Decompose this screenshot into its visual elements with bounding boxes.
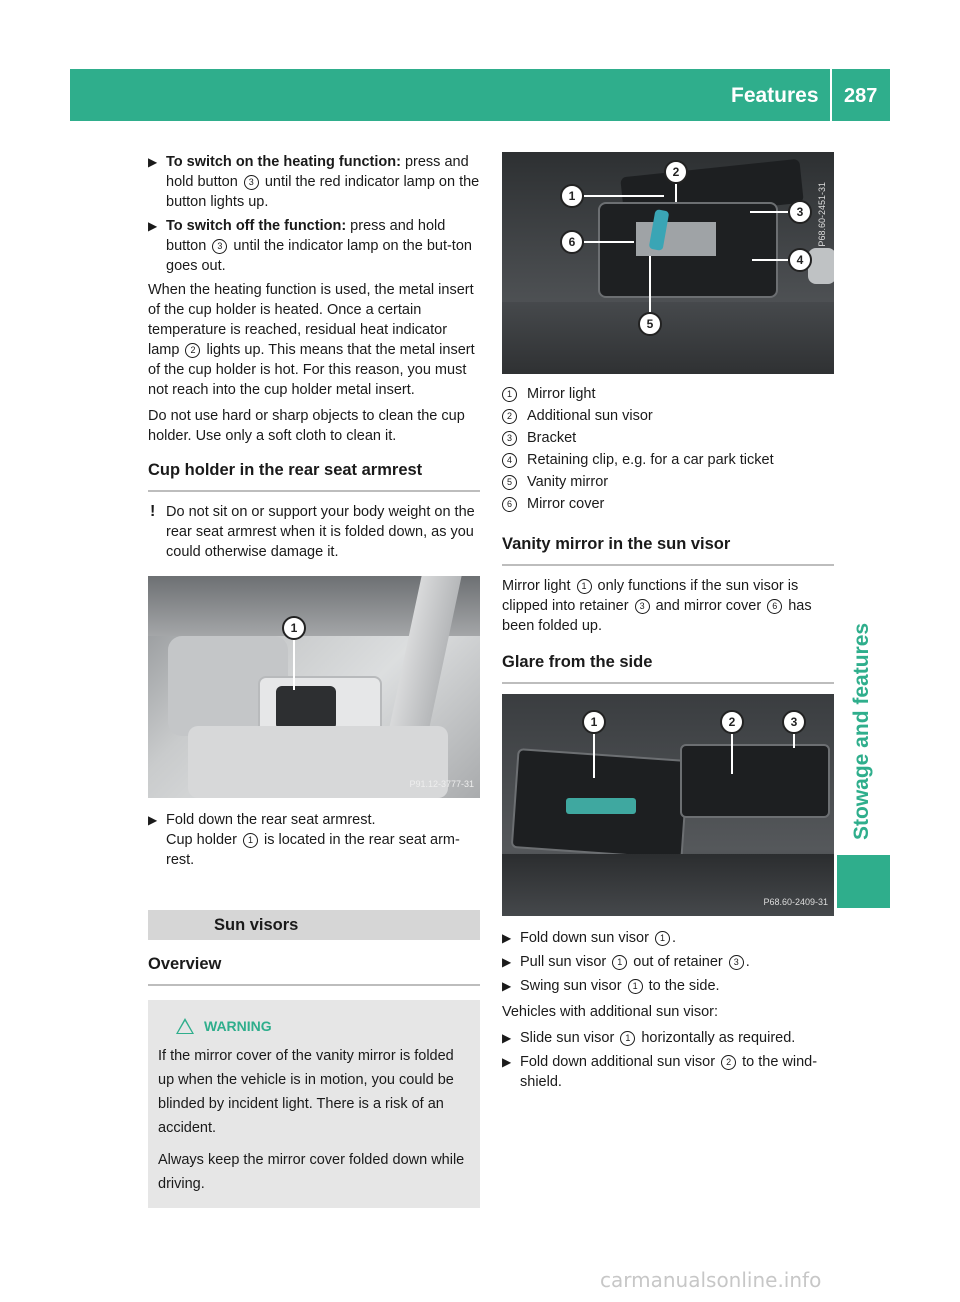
paragraph-text: has been folded up. xyxy=(502,598,812,634)
step-arrow-icon: ▶ xyxy=(502,979,512,993)
step-text: horizontally as required. xyxy=(637,1030,796,1046)
page-number: 287 xyxy=(844,85,878,107)
step-glare-3 xyxy=(502,976,834,996)
image-code: P91.12-3777-31 xyxy=(409,779,474,789)
heading-cup-holder: Cup holder in the rear seat armrest xyxy=(148,460,480,492)
callout-line xyxy=(750,211,788,213)
step-text: Cup holder xyxy=(166,832,241,848)
paragraph-text: and mirror cover xyxy=(651,598,766,614)
callout-number: 3 xyxy=(212,239,227,254)
heading-glare: Glare from the side xyxy=(502,652,834,684)
step-glare-2 xyxy=(502,952,834,972)
step-arrow-icon: ▶ xyxy=(502,1031,512,1045)
step-text: Fold down additional sun visor xyxy=(520,1054,720,1070)
legend xyxy=(502,384,834,514)
step-glare-5 xyxy=(502,1052,834,1092)
heading-vanity-mirror: Vanity mirror in the sun visor xyxy=(502,534,834,566)
right-column xyxy=(502,152,834,1096)
callout-number: 3 xyxy=(502,431,517,446)
notice-text: Do not sit on or support your body weight on the rear seat armrest when it is folded down, as you could otherwise damage it. xyxy=(166,504,475,560)
step-arrow-icon: ▶ xyxy=(502,1055,512,1069)
callout-3: 3 xyxy=(782,710,806,734)
paragraph-vehicles: Vehicles with additional sun visor: xyxy=(502,1004,719,1020)
paragraph-vanity xyxy=(502,576,834,636)
step-text: to the wind-shield. xyxy=(520,1054,818,1090)
header-divider xyxy=(830,69,832,121)
callout-number: 2 xyxy=(185,343,200,358)
step-fold-armrest xyxy=(148,810,480,870)
warning-title xyxy=(158,1014,470,1038)
callout-line xyxy=(731,734,733,774)
chapter-tab-block xyxy=(837,855,890,908)
callout-2: 2 xyxy=(720,710,744,734)
watermark: carmanualsonline.info xyxy=(600,1268,822,1292)
step-text: . xyxy=(745,954,750,970)
warning-triangle-icon xyxy=(176,1018,194,1034)
image-code: P68.60-2409-31 xyxy=(763,897,828,907)
callout-number: 2 xyxy=(502,409,517,424)
callout-line xyxy=(649,256,651,312)
step-text: until the indicator lamp on the but-ton goes out. xyxy=(166,238,472,274)
step-heating-on xyxy=(148,152,480,212)
legend-text: Vanity mirror xyxy=(527,474,609,490)
legend-text: Retaining clip, e.g. for a car park ticket xyxy=(527,452,774,468)
callout-line xyxy=(752,259,788,261)
paragraph-text: lights up. This means that the metal insert of the cup holder is hot. For this reason, you must not reach into the cup holder metal insert. xyxy=(148,342,475,398)
warning-label: WARNING xyxy=(204,1018,272,1034)
callout-number: 3 xyxy=(729,955,744,970)
callout-3: 3 xyxy=(788,200,812,224)
warning-text: If the mirror cover of the vanity mirror is folded up when the vehicle is in motion, you could be blinded by incident light. There is a risk of an accident. xyxy=(158,1048,454,1136)
callout-1: 1 xyxy=(582,710,606,734)
image-sun-visor-overview xyxy=(502,152,834,374)
legend-item xyxy=(502,450,834,470)
callout-number: 6 xyxy=(502,497,517,512)
step-glare-4 xyxy=(502,1028,834,1048)
warning-box xyxy=(148,1000,480,1208)
step-label: To switch off the function: xyxy=(166,218,347,234)
step-heating-off xyxy=(148,216,480,276)
callout-number: 1 xyxy=(628,979,643,994)
legend-text: Bracket xyxy=(527,430,577,446)
callout-line xyxy=(584,195,664,197)
step-arrow-icon: ▶ xyxy=(148,813,158,827)
callout-line xyxy=(793,734,795,748)
step-text: Fold down the rear seat armrest. xyxy=(166,812,376,828)
callout-line xyxy=(584,241,634,243)
callout-4: 4 xyxy=(788,248,812,272)
paragraph-text: When the heating function is used, the metal insert of the cup holder is heated. Once a certain temperature is reached, residual heat indicator lamp xyxy=(148,282,474,358)
callout-number: 1 xyxy=(502,387,517,402)
image-code: P68.60-2451-31 xyxy=(817,182,827,247)
callout-number: 4 xyxy=(502,453,517,468)
step-text: is located in the rear seat arm-rest. xyxy=(166,832,460,868)
legend-item xyxy=(502,494,834,514)
paragraph-cleaning: Do not use hard or sharp objects to clean the cup holder. Use only a soft cloth to clean it. xyxy=(148,408,465,444)
callout-number: 2 xyxy=(721,1055,736,1070)
left-column xyxy=(148,152,480,1208)
chapter-tab-label: Stowage and features xyxy=(850,622,873,840)
callout-line xyxy=(593,734,595,778)
callout-number: 1 xyxy=(655,931,670,946)
step-arrow-icon: ▶ xyxy=(148,155,158,169)
callout-6: 6 xyxy=(560,230,584,254)
callout-line xyxy=(675,184,677,202)
step-text: press and hold button xyxy=(166,218,446,254)
callout-1: 1 xyxy=(282,616,306,640)
legend-item xyxy=(502,384,834,404)
step-glare-1 xyxy=(502,928,834,948)
heading-overview: Overview xyxy=(148,954,480,986)
step-arrow-icon: ▶ xyxy=(502,955,512,969)
callout-2: 2 xyxy=(664,160,688,184)
exclamation-icon: ! xyxy=(150,503,156,520)
callout-number: 6 xyxy=(767,599,782,614)
legend-item xyxy=(502,472,834,492)
warning-text: Always keep the mirror cover folded down while driving. xyxy=(158,1152,465,1192)
callout-number: 1 xyxy=(243,833,258,848)
callout-number: 1 xyxy=(620,1031,635,1046)
paragraph-text: Mirror light xyxy=(502,578,575,594)
legend-item xyxy=(502,428,834,448)
legend-item xyxy=(502,406,834,426)
step-label: To switch on the heating function: xyxy=(166,154,401,170)
section-title: Features xyxy=(731,84,819,107)
step-text: Swing sun visor xyxy=(520,978,626,994)
legend-text: Mirror light xyxy=(527,386,596,402)
callout-number: 1 xyxy=(577,579,592,594)
callout-5: 5 xyxy=(638,312,662,336)
image-rear-armrest xyxy=(148,576,480,798)
step-text: press and hold button xyxy=(166,154,469,190)
step-text: Fold down sun visor xyxy=(520,930,653,946)
step-arrow-icon: ▶ xyxy=(148,219,158,233)
step-text: Pull sun visor xyxy=(520,954,611,970)
section-bar-sun-visors: Sun visors xyxy=(148,910,480,940)
step-text: . xyxy=(671,930,677,946)
callout-number: 3 xyxy=(635,599,650,614)
notice xyxy=(148,502,480,562)
paragraph-text: only functions if the sun visor is clipped into retainer xyxy=(502,578,799,614)
step-text: to the side. xyxy=(644,978,720,994)
callout-1: 1 xyxy=(560,184,584,208)
legend-text: Mirror cover xyxy=(527,496,605,512)
callout-number: 3 xyxy=(244,175,259,190)
step-arrow-icon: ▶ xyxy=(502,931,512,945)
step-text: out of retainer xyxy=(629,954,727,970)
step-text: until the red indicator lamp on the button lights up. xyxy=(166,174,480,210)
image-glare-side xyxy=(502,694,834,916)
legend-text: Additional sun visor xyxy=(527,408,653,424)
callout-number: 5 xyxy=(502,475,517,490)
step-text: Slide sun visor xyxy=(520,1030,619,1046)
callout-number: 1 xyxy=(612,955,627,970)
paragraph-heating xyxy=(148,280,480,400)
